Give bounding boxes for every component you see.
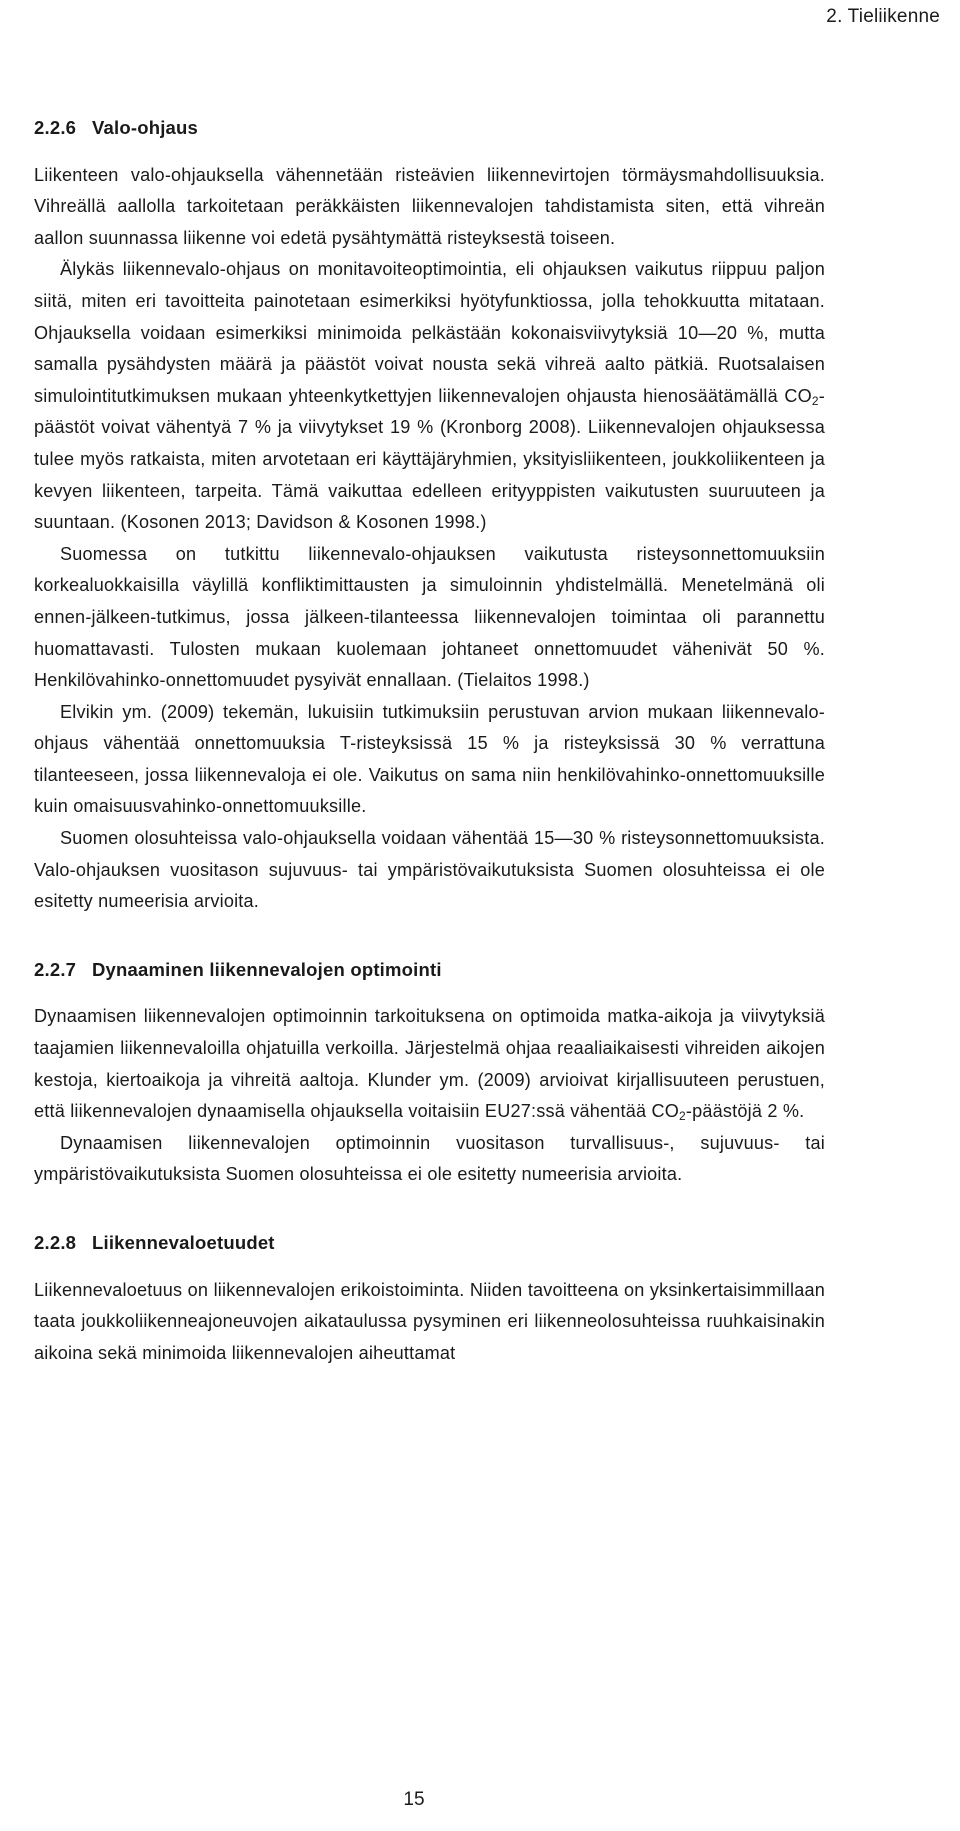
running-header: 2. Tieliikenne (826, 6, 940, 27)
section-heading-2-2-6 (34, 112, 825, 144)
paragraph-text: Dynaamisen liikennevalojen optimoinnin tarkoituksena on optimoida matka-aikoja ja viivytyksiä taajamien liikennevaloilla ohjatuilla verkoilla. Järjestelmä ohjaa reaaliaikaisesti vihreiden aikojen kestoja, kiertoaikoja ja vihreitä aaltoja. Klunder ym. (2009) arvioivat kirjallisuuteen perustuen, että liikennevalojen dynaamisella ohjauksella voitaisiin EU27:ssä vähentää CO (34, 1006, 825, 1122)
paragraph-text: Älykäs liikennevalo-ohjaus on monitavoiteoptimointia, eli ohjauksen vaikutus riippuu paljon siitä, miten eri tavoitteita painotetaan esimerkiksi hyötyfunktiossa, jolla tehokkuutta mitataan. Ohjauksella voidaan esimerkiksi minimoida pelkästään kokonaisviivytyksiä 10—20 %, mutta samalla pysähdysten määrä ja päästöt voivat nousta sekä vihreä aalto pätkiä. Ruotsalaisen simulointitutkimuksen mukaan yhteenkytkettyjen liikennevalojen ohjausta hienosäätämällä CO (34, 259, 825, 406)
paragraph (34, 1001, 825, 1127)
paragraph: Liikenteen valo-ohjauksella vähennetään risteävien liikennevirtojen törmäysmahdollisuuksia. Vihreällä aallolla tarkoitetaan peräkkäisten liikennevalojen tahdistamista siten, että vihreän aallon suunnassa liikenne voi edetä pysähtymättä risteyksestä toiseen. (34, 164, 825, 248)
paragraph-text-continued: -päästöjä 2 %. (685, 1101, 805, 1122)
section-number: 2.2.7 (34, 958, 77, 980)
section-heading-2-2-7 (34, 954, 825, 986)
section-title: Valo-ohjaus (92, 117, 199, 138)
paragraph (34, 254, 825, 538)
section-heading-2-2-8 (34, 1227, 825, 1259)
subscript: 2 (811, 393, 819, 408)
section-number: 2.2.8 (34, 1232, 77, 1253)
paragraph: Suomessa on tutkittu liikennevalo-ohjauksen vaikutusta risteysonnettomuuksiin korkealuokkaisilla väylillä konfliktimittausten ja simuloinnin yhdistelmällä. Menetelmänä oli ennen-jälkeen-tutkimus, jossa jälkeen-tilanteessa liikennevalojen toimintaa oli parannettu huomattavasti. Tulosten mukaan kuolemaan johtaneet onnettomuudet vähenivät 50 %. Henkilövahinko-onnettomuudet pysyivät ennallaan. (Tielaitos 1998.) (34, 543, 825, 691)
section-number: 2.2.6 (34, 117, 77, 138)
page-number: 15 (403, 1789, 425, 1810)
paragraph: Liikennevaloetuus on liikennevalojen erikoistoiminta. Niiden tavoitteena on yksinkertaisimmillaan taata joukkoliikenneajoneuvojen aikataulussa pysyminen eri liikenneolosuhteissa ruuhkaisinakin aikoina sekä minimoida liikennevalojen aiheuttamat (34, 1279, 825, 1363)
page-body (34, 112, 825, 1369)
paragraph-text-continued: -päästöt voivat vähentyä 7 % ja viivytykset 19 % (Kronborg 2008). Liikennevalojen ohjauksessa tulee myös ratkaista, miten arvotetaan eri käyttäjäryhmien, yksityisliikenteen, joukkoliikenteen ja kevyen liikenteen, tarpeita. Tämä vaikuttaa edelleen erityyppisten vaikutusten suuruuteen ja suuntaan. (Kosonen 2013; Davidson & Kosonen 1998.) (34, 385, 825, 533)
paragraph: Elvikin ym. (2009) tekemän, lukuisiin tutkimuksiin perustuvan arvion mukaan liikennevalo-ohjaus vähentää onnettomuuksia T-risteyksissä 15 % ja risteyksissä 30 % verrattuna tilanteeseen, jossa liikennevaloja ei ole. Vaikutus on sama niin henkilövahinko-onnettomuuksille kuin omaisuusvahinko-onnettomuuksille. (34, 701, 825, 817)
section-title: Liikennevaloetuudet (92, 1232, 275, 1253)
paragraph: Suomen olosuhteissa valo-ohjauksella voidaan vähentää 15—30 % risteysonnettomuuksista. Valo-ohjauksen vuositason sujuvuus- tai ympäristövaikutuksista Suomen olosuhteissa ei ole esitetty numeerisia arvioita. (34, 828, 825, 912)
paragraph: Dynaamisen liikennevalojen optimoinnin vuositason turvallisuus-, sujuvuus- tai ympäristövaikutuksista Suomen olosuhteissa ei ole esitetty numeerisia arvioita. (34, 1132, 825, 1185)
section-title: Dynaaminen liikennevalojen optimointi (92, 958, 442, 980)
subscript: 2 (679, 1109, 686, 1124)
